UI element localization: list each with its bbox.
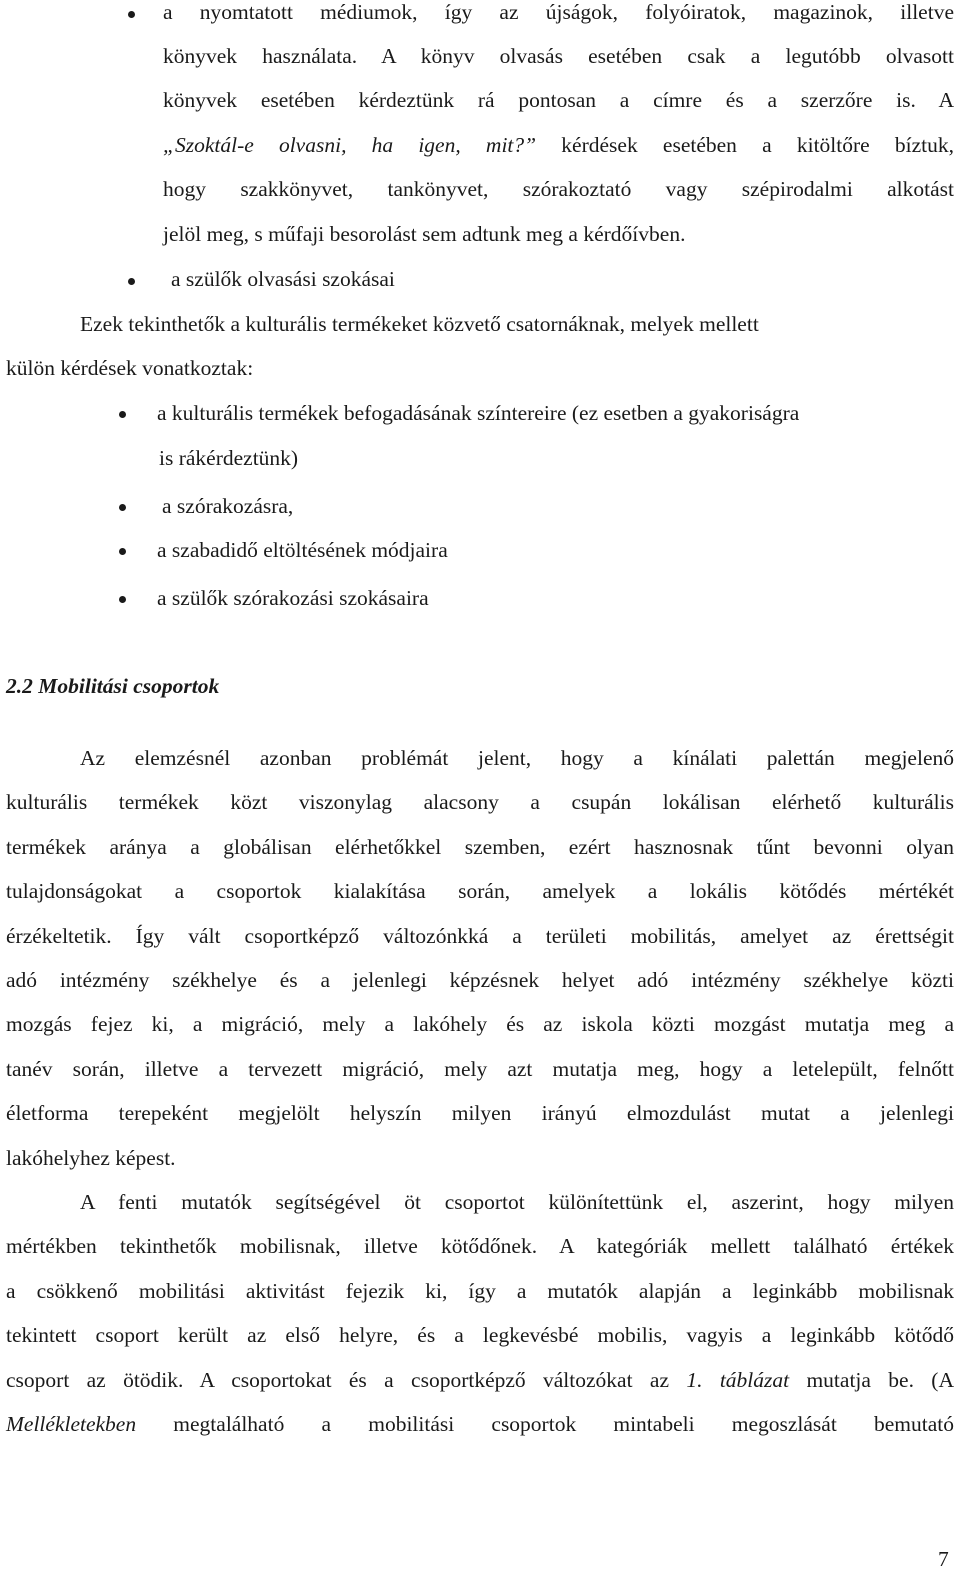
intro-line: külön kérdések vonatkoztak:: [6, 356, 254, 380]
section-heading: [6, 676, 219, 698]
table-reference: 1. táblázat: [686, 1368, 790, 1392]
sub-bullet-text: is rákérdeztünk): [159, 446, 299, 470]
sub-bullet-text: a kulturális termékek befogadásának színtereire (ez esetben a gyakoriságra: [157, 401, 800, 425]
section-number: 2.2: [6, 674, 33, 698]
bullet-dot: [128, 11, 135, 18]
paragraph-span: megtalálható a mobilitási csoportok mintabeli megoszlását bemutató: [136, 1412, 954, 1436]
paragraph-span: mutatja be. (A: [789, 1368, 954, 1392]
page-number: 7: [938, 1547, 949, 1571]
paragraph-line: mértékben tekinthetők mobilisnak, illetve kötődőnek. A kategóriák mellett található értékek: [6, 1234, 954, 1258]
paragraph-line: tanév során, illetve a tervezett migráció, mely azt mutatja meg, hogy a letelepült, felnőtt: [6, 1057, 954, 1081]
bullet-dot: [119, 548, 126, 555]
paragraph-line: Az elemzésnél azonban problémát jelent, hogy a kínálati palettán megjelenő: [80, 746, 954, 770]
paragraph-line: lakóhelyhez képest.: [6, 1146, 176, 1170]
bullet-text-line: hogy szakkönyvet, tankönyvet, szórakoztató vagy szépirodalmi alkotást: [163, 177, 954, 201]
bullet-text-line: könyvek használata. A könyv olvasás esetében csak a legutóbb olvasott: [163, 44, 954, 68]
bullet-text-line: könyvek esetében kérdeztünk rá pontosan a címre és a szerzőre is. A: [163, 88, 954, 112]
paragraph-line: tulajdonságokat a csoportok kialakítása során, amelyek a lokális kötődés mértékét: [6, 879, 954, 903]
paragraph-line: tekintett csoport került az első helyre, és a legkevésbé mobilis, vagyis a leginkább kötődő: [6, 1323, 954, 1347]
italic-question: „Szoktál-e olvasni, ha igen, mit?”: [163, 133, 537, 157]
paragraph-line: mozgás fejez ki, a migráció, mely a lakóhely és az iskola közti mozgást mutatja meg a: [6, 1012, 954, 1036]
sub-bullet-text: a szabadidő eltöltésének módjaira: [157, 538, 448, 562]
paragraph-line: A fenti mutatók segítségével öt csoportot különítettünk el, aszerint, hogy milyen: [80, 1190, 954, 1214]
paragraph-line: a csökkenő mobilitási aktivitást fejezik ki, így a mutatók alapján a leginkább mobilisnak: [6, 1279, 954, 1303]
bullet-dot: [119, 411, 126, 418]
sub-bullet-text: a szórakozásra,: [162, 494, 294, 518]
bullet-dot: [128, 278, 135, 285]
bullet-text-span: kérdések esetében a kitöltőre bíztuk,: [536, 133, 955, 157]
paragraph-line: kulturális termékek közt viszonylag alacsony a csupán lokálisan elérhető kulturális: [6, 790, 954, 814]
intro-line: Ezek tekinthetők a kulturális termékeket közvető csatornáknak, melyek mellett: [80, 312, 759, 336]
paragraph-line: termékek aránya a globálisan elérhetőkkel szemben, ezért hasznosnak tűnt bevonni olyan: [6, 835, 954, 859]
bullet-dot: [119, 596, 126, 603]
paragraph-span: csoport az ötödik. A csoportokat és a csoportképző változókat az: [6, 1368, 687, 1392]
appendix-reference: Mellékletekben: [6, 1412, 137, 1436]
bullet-dot: [119, 504, 126, 511]
bullet-text-line: a nyomtatott médiumok, így az újságok, folyóiratok, magazinok, illetve: [163, 0, 954, 24]
bullet-text-line: jelöl meg, s műfaji besorolást sem adtunk meg a kérdőívben.: [163, 222, 686, 246]
sub-bullet-text: a szülők szórakozási szokásaira: [157, 586, 429, 610]
paragraph-line: adó intézmény székhelye és a jelenlegi képzésnek helyet adó intézmény székhelye közti: [6, 968, 954, 992]
paragraph-line: érzékeltetik. Így vált csoportképző változónkká a területi mobilitás, amelyet az érettségit: [6, 924, 954, 948]
paragraph-line: életforma terepeként megjelölt helyszín milyen irányú elmozdulást mutat a jelenlegi: [6, 1101, 954, 1125]
section-title: Mobilitási csoportok: [38, 674, 220, 698]
bullet-text-line: [163, 135, 954, 157]
paragraph-line: [6, 1414, 954, 1436]
paragraph-line: [6, 1370, 954, 1392]
bullet-text-line: a szülők olvasási szokásai: [171, 267, 395, 291]
